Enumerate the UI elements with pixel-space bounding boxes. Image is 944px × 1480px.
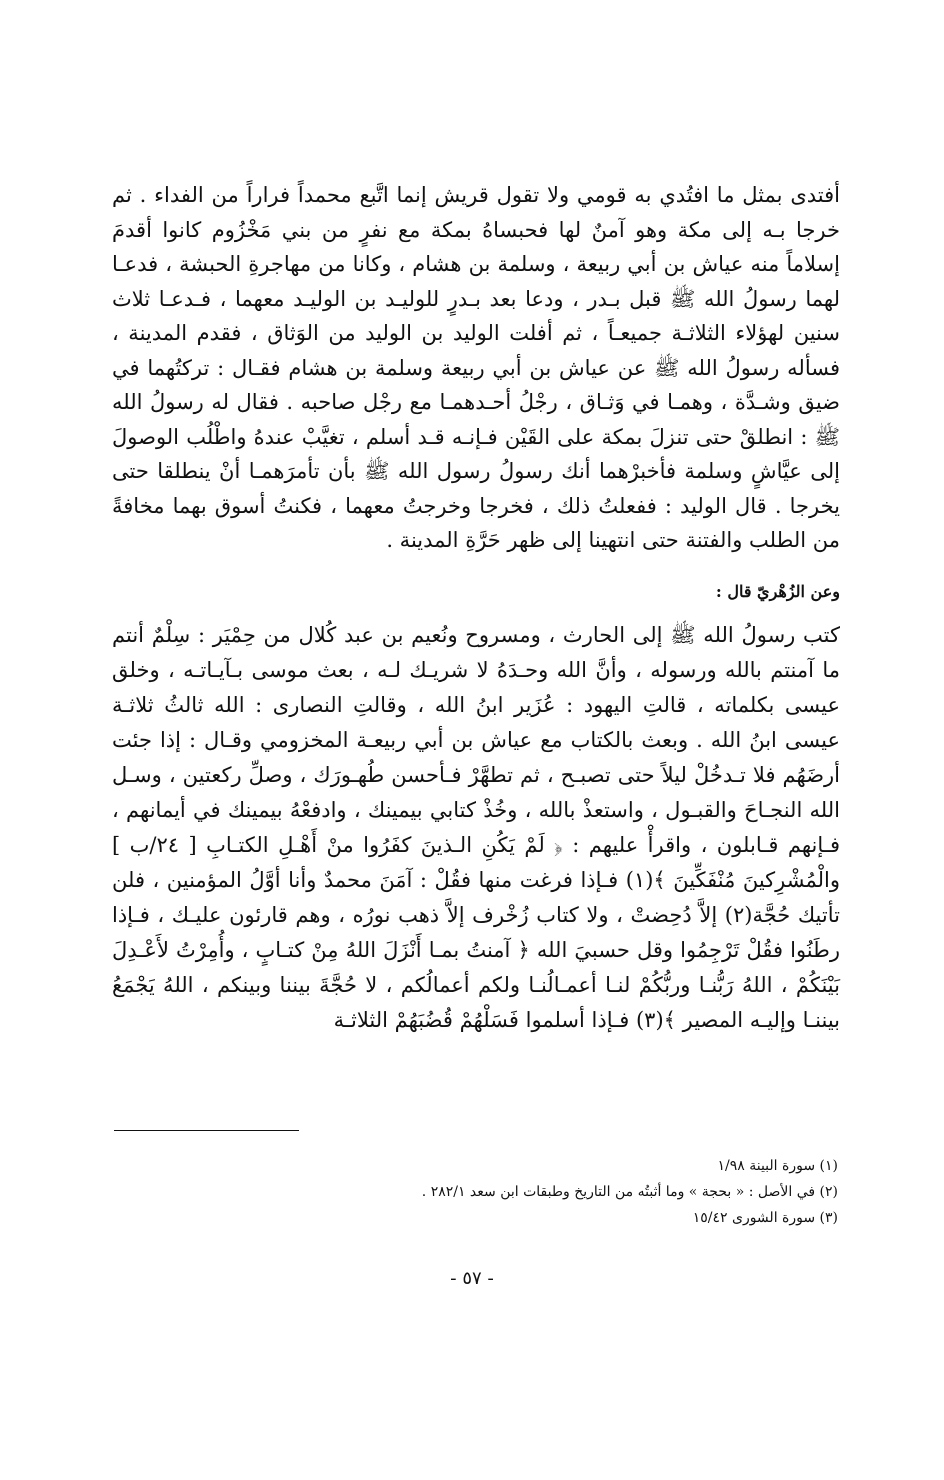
body-paragraph: كتب رسولُ الله ﷺ إلى الحارث ، ومسروح ونُعيم بن عبد كُلال من حِمْيَر : سِلْمٌ أنتم ما آمنتم بالله ورسوله ، وأنَّ الله وحـدَهُ لا شريـك لـه ، بعث موسى بـآيـاتـه ، وخلق عيسى بكلماته ، قالتِ اليهود : عُزَير ابنُ الله ، وقالتِ النصارى : الله ثالثُ ثلاثـة عيسى ابنُ الله . وبعث بالكتاب مع عياش بن أبي ربيعـة المخزومي وقـال : إذا جئت أرضَهُم فلا تـدخُلْ ليلاً حتى تصبـح ، ثم تطهَّرْ فـأحسن طُهـورَك ، وصلِّ ركعتين ، وسـل الله النجـاحَ والقبـول ، واستعذْ بالله ، وخُذْ كتابي بيمينك ، وادفعْهُ بيمينك في أيمانهم ، فـإنهم قـابلون ، واقرأْ عليهم : ﴿ لَمْ يَكُنِ الـذينَ كفَرُوا منْ أَهْـلِ الكتـابِ [ ٢٤/ب ] والْمُشْرِكينَ مُنْفَكِّينَ ﴾(١) فـإذا فرغت منها فقُلْ : آمَنَ محمدٌ وأنا أوَّلُ المؤمنين ، فلن تأتيك حُجَّة(٢) إلاَّ دُحِضتْ ، ولا كتاب زُخْرف إلاَّ ذهب نورُه ، وهم قارئون عليـك ، فـإذا رطَنُوا فقُلْ تَرْجِمُوا وقل حسبيَ الله ﴿ آمنتُ بمـا أَنْزَلَ اللهُ مِنْ كتـابٍ ، وأُمِرْتُ لأَعْـدِلَ بَيْنَكُمْ ، اللهُ رَبُّنـا وربُّكُمْ لنـا أعمـالُنـا ولكم أعمالُكم ، لا حُجَّةَ بيننا وبينكم ، اللهُ يَجْمَعُ بيننـا وإليـه المصير ﴾(٣) فـإذا أسلموا فَسَلْهُمْ قُضُبَهُمْ الثلاثـة bbox=[112, 622, 840, 1032]
page-body bbox=[112, 178, 840, 1038]
section-heading: وعن الزُهْريّ قال : bbox=[715, 581, 840, 601]
body-paragraph: أفتدى بمثل ما افتُدي به قومي ولا تقول قريش إنما اتَّبع محمداً فراراً من الفداء . ثم خرجا بـه إلى مكة وهو آمنٌ لها فحبساهُ بمكة مع نفرٍ من بني مَخْزُوم كانوا أقدمَ إسلاماً منه عياش بن أبي ربيعة ، وسلمة بن هشام ، وكانا من مهاجرةِ الحبشة ، فدعـا لهما رسولُ الله ﷺ قبل بـدر ، ودعا بعد بـدرٍ للوليـد بن الوليـد معهما ، فـدعـا ثلاث سنين لهؤلاء الثلاثـة جميعـاً ، ثم أفلت الوليد بن الوليد من الوَثاق ، فقدم المدينة ، فسأله رسولُ الله ﷺ عن عياش بن أبي ربيعة وسلمة بن هشام فقـال : تركتُهما في ضيق وشـدَّة ، وهمـا في وَثـاق ، رجْلُ أحـدهمـا مع رجْل صاحبه . فقال له رسولُ الله ﷺ : انطلقْ حتى تنزلَ بمكة على القَيْن فـإنـه قـد أسلم ، تغيَّبْ عندهُ واطْلُب الوصولَ إلى عيَّاشٍ وسلمة فأخبرْهما أنك رسولُ رسول الله ﷺ بأن تأمرَهمـا أنْ ينطلقا حتى يخرجا . قال الوليد : ففعلتُ ذلك ، فخرجا وخرجتُ معهما ، فكنتُ أسوق بهما مخافةً من الطلب والفتنة حتى انتهينا إلى ظهر حَرَّةِ المدينة . bbox=[112, 183, 840, 552]
footnote: (٢) في الأصل : « بحجة » وما أثبتُه من التاريخ وطبقات ابن سعد ٢٨٢/١ . bbox=[421, 1184, 838, 1200]
page-number: - ٥٧ - bbox=[450, 1268, 494, 1289]
footnote-separator bbox=[114, 1130, 299, 1131]
footnote: (١) سورة البينة ١/٩٨ bbox=[717, 1158, 838, 1174]
footnote: (٣) سورة الشورى ١٥/٤٢ bbox=[692, 1210, 838, 1226]
footnotes bbox=[110, 1153, 838, 1231]
